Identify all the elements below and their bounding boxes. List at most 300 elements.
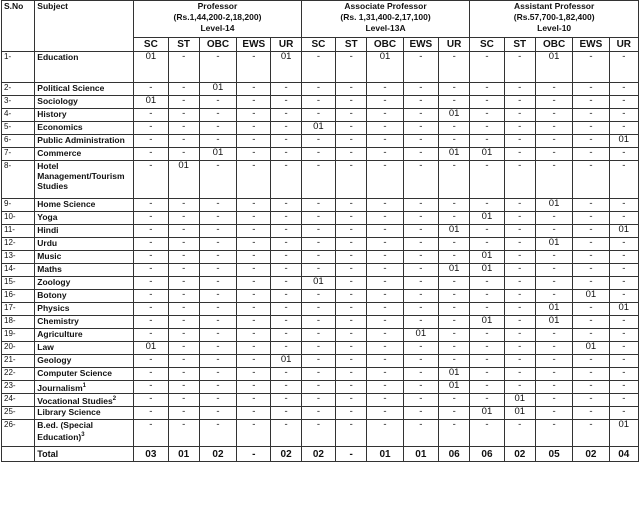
vacancy-cell: - bbox=[535, 148, 572, 161]
vacancy-cell: - bbox=[573, 316, 609, 329]
vacancy-cell: - bbox=[199, 394, 236, 407]
subject-name bbox=[35, 290, 134, 303]
vacancy-cell: - bbox=[134, 251, 168, 264]
vacancy-cell: - bbox=[403, 96, 438, 109]
vacancy-cell: 01 bbox=[573, 342, 609, 355]
vacancy-cell: - bbox=[301, 368, 335, 381]
vacancy-cell: - bbox=[535, 381, 572, 394]
vacancy-cell: - bbox=[336, 96, 367, 109]
vacancy-cell: - bbox=[535, 83, 572, 96]
vacancy-cell: - bbox=[199, 161, 236, 199]
vacancy-cell: - bbox=[535, 290, 572, 303]
table-row bbox=[2, 83, 639, 96]
subject-name bbox=[35, 161, 134, 199]
subject-label: Music bbox=[37, 251, 62, 261]
subject-label: Zoology bbox=[37, 277, 71, 287]
vacancy-cell: - bbox=[336, 407, 367, 420]
vacancy-cell: - bbox=[573, 264, 609, 277]
serial-number: 2- bbox=[2, 83, 35, 96]
vacancy-cell: - bbox=[336, 148, 367, 161]
subject-name bbox=[35, 303, 134, 316]
table-row bbox=[2, 52, 639, 83]
vacancy-cell: - bbox=[403, 407, 438, 420]
vacancy-cell: - bbox=[336, 394, 367, 407]
subject-name bbox=[35, 109, 134, 122]
vacancy-cell: - bbox=[271, 303, 301, 316]
subject-name bbox=[35, 212, 134, 225]
vacancy-cell: - bbox=[271, 264, 301, 277]
vacancy-cell: - bbox=[573, 303, 609, 316]
vacancy-cell: 01 bbox=[168, 161, 199, 199]
serial-number: 6- bbox=[2, 135, 35, 148]
category-header: UR bbox=[609, 38, 638, 52]
vacancy-cell: - bbox=[237, 329, 271, 342]
group-scale: (Rs. 1,31,400-2,17,100) bbox=[340, 12, 431, 22]
vacancy-cell: - bbox=[439, 316, 470, 329]
vacancy-cell: - bbox=[470, 303, 504, 316]
table-row bbox=[2, 109, 639, 122]
serial-number: 8- bbox=[2, 161, 35, 199]
vacancy-cell: - bbox=[367, 264, 403, 277]
vacancy-cell: - bbox=[199, 290, 236, 303]
subject-name bbox=[35, 52, 134, 83]
vacancy-cell: - bbox=[168, 407, 199, 420]
total-cell: 01 bbox=[403, 447, 438, 462]
vacancy-cell: - bbox=[237, 52, 271, 83]
vacancy-cell: - bbox=[168, 251, 199, 264]
vacancy-cell: 01 bbox=[609, 303, 638, 316]
vacancy-cell: 01 bbox=[271, 355, 301, 368]
vacancy-cell: - bbox=[336, 161, 367, 199]
serial-number: 4- bbox=[2, 109, 35, 122]
total-cell: - bbox=[336, 447, 367, 462]
vacancy-cell: - bbox=[134, 109, 168, 122]
vacancy-cell: - bbox=[535, 96, 572, 109]
vacancy-cell: - bbox=[134, 135, 168, 148]
vacancy-cell: - bbox=[609, 199, 638, 212]
vacancy-cell: - bbox=[439, 52, 470, 83]
total-cell: 04 bbox=[609, 447, 638, 462]
total-cell: 02 bbox=[271, 447, 301, 462]
vacancy-cell: - bbox=[199, 212, 236, 225]
vacancy-cell: - bbox=[301, 52, 335, 83]
vacancy-cell: - bbox=[367, 212, 403, 225]
vacancy-cell: - bbox=[301, 238, 335, 251]
sno-header: S.No bbox=[2, 1, 35, 52]
vacancy-cell: - bbox=[367, 109, 403, 122]
vacancy-cell: 01 bbox=[271, 52, 301, 83]
vacancy-cell: - bbox=[367, 96, 403, 109]
vacancy-cell: - bbox=[609, 122, 638, 135]
associate-professor-header bbox=[301, 1, 470, 38]
table-row bbox=[2, 277, 639, 290]
vacancy-cell: - bbox=[535, 122, 572, 135]
vacancy-cell: - bbox=[439, 212, 470, 225]
vacancy-cell: 01 bbox=[439, 264, 470, 277]
vacancy-cell: - bbox=[237, 109, 271, 122]
table-row bbox=[2, 381, 639, 394]
vacancy-cell: 01 bbox=[470, 264, 504, 277]
vacancy-cell: 01 bbox=[301, 122, 335, 135]
vacancy-cell: - bbox=[403, 52, 438, 83]
vacancy-cell: - bbox=[470, 199, 504, 212]
vacancy-cell: - bbox=[134, 122, 168, 135]
total-cell: 01 bbox=[367, 447, 403, 462]
vacancy-cell: - bbox=[609, 290, 638, 303]
vacancy-cell: 01 bbox=[535, 316, 572, 329]
serial-number: 5- bbox=[2, 122, 35, 135]
vacancy-cell: - bbox=[504, 52, 535, 83]
footnote-marker: 3 bbox=[81, 432, 85, 438]
vacancy-cell: - bbox=[237, 420, 271, 447]
serial-number: 7- bbox=[2, 148, 35, 161]
vacancy-cell: - bbox=[439, 290, 470, 303]
vacancy-cell: - bbox=[134, 316, 168, 329]
vacancy-cell: - bbox=[470, 329, 504, 342]
subject-label: Commerce bbox=[37, 148, 82, 158]
vacancy-cell: - bbox=[168, 96, 199, 109]
table-row bbox=[2, 251, 639, 264]
vacancy-cell: - bbox=[609, 83, 638, 96]
vacancy-cell: - bbox=[504, 161, 535, 199]
vacancy-cell: - bbox=[504, 199, 535, 212]
vacancy-cell: - bbox=[403, 420, 438, 447]
vacancy-cell: - bbox=[504, 135, 535, 148]
table-row bbox=[2, 303, 639, 316]
vacancy-cell: - bbox=[504, 96, 535, 109]
vacancy-cell: - bbox=[439, 303, 470, 316]
vacancy-cell: - bbox=[168, 212, 199, 225]
vacancy-cell: - bbox=[199, 96, 236, 109]
vacancy-cell: - bbox=[199, 368, 236, 381]
vacancy-cell: 01 bbox=[301, 277, 335, 290]
vacancy-cell: - bbox=[439, 161, 470, 199]
vacancy-cell: - bbox=[573, 161, 609, 199]
vacancy-cell: - bbox=[199, 251, 236, 264]
category-header: EWS bbox=[573, 38, 609, 52]
vacancy-cell: - bbox=[439, 277, 470, 290]
vacancy-cell: - bbox=[168, 303, 199, 316]
vacancy-cell: - bbox=[403, 342, 438, 355]
vacancy-cell: - bbox=[403, 122, 438, 135]
vacancy-cell: - bbox=[199, 381, 236, 394]
subject-name bbox=[35, 368, 134, 381]
vacancy-cell: - bbox=[573, 368, 609, 381]
vacancy-cell: - bbox=[237, 381, 271, 394]
vacancy-cell: - bbox=[609, 277, 638, 290]
vacancy-cell: - bbox=[301, 251, 335, 264]
vacancy-cell: - bbox=[271, 290, 301, 303]
vacancy-cell: - bbox=[199, 277, 236, 290]
vacancy-cell: - bbox=[367, 135, 403, 148]
vacancy-cell: - bbox=[168, 83, 199, 96]
footnote-marker: 2 bbox=[112, 396, 117, 402]
vacancy-cell: - bbox=[199, 135, 236, 148]
vacancy-cell: - bbox=[168, 355, 199, 368]
vacancy-cell: - bbox=[301, 420, 335, 447]
vacancy-cell: - bbox=[403, 251, 438, 264]
table-row bbox=[2, 135, 639, 148]
vacancy-cell: - bbox=[271, 407, 301, 420]
vacancy-cell: - bbox=[237, 122, 271, 135]
vacancy-cell: - bbox=[271, 238, 301, 251]
vacancy-cell: - bbox=[535, 225, 572, 238]
subject-name bbox=[35, 381, 134, 394]
vacancy-cell: 01 bbox=[439, 225, 470, 238]
vacancy-cell: - bbox=[470, 109, 504, 122]
vacancy-cell: - bbox=[237, 83, 271, 96]
vacancy-cell: - bbox=[439, 407, 470, 420]
vacancy-cell: - bbox=[535, 135, 572, 148]
vacancy-cell: - bbox=[504, 83, 535, 96]
vacancy-cell: - bbox=[271, 368, 301, 381]
vacancy-cell: - bbox=[336, 316, 367, 329]
vacancy-cell: - bbox=[237, 225, 271, 238]
vacancy-cell: - bbox=[403, 238, 438, 251]
vacancy-cell: - bbox=[271, 199, 301, 212]
vacancy-cell: - bbox=[609, 264, 638, 277]
subject-label: Botony bbox=[37, 290, 67, 300]
vacancy-cell: 01 bbox=[573, 290, 609, 303]
vacancy-cell: - bbox=[573, 407, 609, 420]
vacancy-cell: 01 bbox=[439, 381, 470, 394]
vacancy-cell: - bbox=[367, 407, 403, 420]
professor-header bbox=[134, 1, 302, 38]
vacancy-cell: - bbox=[403, 277, 438, 290]
vacancy-cell: - bbox=[573, 109, 609, 122]
vacancy-cell: - bbox=[439, 96, 470, 109]
vacancy-cell: - bbox=[134, 394, 168, 407]
subject-label: Journalism bbox=[37, 382, 83, 393]
vacancy-cell: - bbox=[573, 329, 609, 342]
subject-label: Chemistry bbox=[37, 316, 79, 326]
vacancy-cell: 01 bbox=[470, 212, 504, 225]
serial-number: 9- bbox=[2, 199, 35, 212]
vacancy-cell: - bbox=[271, 394, 301, 407]
vacancy-cell: - bbox=[199, 225, 236, 238]
vacancy-cell: - bbox=[237, 342, 271, 355]
vacancy-cell: - bbox=[336, 329, 367, 342]
vacancy-cell: - bbox=[237, 290, 271, 303]
vacancy-cell: 01 bbox=[504, 407, 535, 420]
vacancy-cell: - bbox=[301, 148, 335, 161]
subject-label: Education bbox=[37, 52, 79, 62]
table-row bbox=[2, 122, 639, 135]
vacancy-cell: - bbox=[367, 316, 403, 329]
vacancy-cell: - bbox=[403, 264, 438, 277]
subject-name bbox=[35, 83, 134, 96]
vacancy-cell: - bbox=[504, 420, 535, 447]
vacancy-cell: - bbox=[301, 212, 335, 225]
vacancy-cell: - bbox=[573, 355, 609, 368]
vacancy-cell: - bbox=[609, 316, 638, 329]
vacancy-cell: 01 bbox=[199, 148, 236, 161]
vacancy-cell: - bbox=[504, 238, 535, 251]
vacancy-cell: - bbox=[271, 420, 301, 447]
vacancy-cell: - bbox=[336, 122, 367, 135]
vacancy-cell: - bbox=[439, 355, 470, 368]
vacancy-cell: - bbox=[336, 277, 367, 290]
serial-number: 19- bbox=[2, 329, 35, 342]
vacancy-cell: - bbox=[237, 212, 271, 225]
vacancy-cell: - bbox=[168, 52, 199, 83]
vacancy-cell: - bbox=[609, 161, 638, 199]
subject-label: Economics bbox=[37, 122, 83, 132]
vacancy-cell: - bbox=[199, 264, 236, 277]
vacancy-cell: - bbox=[367, 277, 403, 290]
category-header: ST bbox=[336, 38, 367, 52]
group-title: Associate Professor bbox=[344, 1, 427, 11]
subject-header: Subject bbox=[35, 1, 134, 52]
serial-number: 26- bbox=[2, 420, 35, 447]
vacancy-cell: 01 bbox=[470, 148, 504, 161]
vacancy-cell: - bbox=[199, 342, 236, 355]
vacancy-cell: - bbox=[134, 329, 168, 342]
vacancy-cell: - bbox=[134, 290, 168, 303]
vacancy-cell: 01 bbox=[367, 52, 403, 83]
vacancy-cell: - bbox=[168, 329, 199, 342]
vacancy-cell: - bbox=[271, 135, 301, 148]
vacancy-cell: - bbox=[439, 420, 470, 447]
vacancy-cell: 01 bbox=[535, 52, 572, 83]
vacancy-cell: - bbox=[271, 381, 301, 394]
vacancy-cell: - bbox=[134, 83, 168, 96]
vacancy-cell: - bbox=[134, 381, 168, 394]
category-header: OBC bbox=[367, 38, 403, 52]
subject-label: Public Administration bbox=[37, 135, 125, 145]
serial-number: 17- bbox=[2, 303, 35, 316]
vacancy-cell: - bbox=[504, 122, 535, 135]
total-cell: 02 bbox=[573, 447, 609, 462]
group-level: Level-13A bbox=[365, 23, 406, 33]
serial-number: 25- bbox=[2, 407, 35, 420]
vacancy-cell: - bbox=[168, 264, 199, 277]
vacancy-cell: - bbox=[134, 303, 168, 316]
table-row bbox=[2, 420, 639, 447]
vacancy-cell: - bbox=[199, 52, 236, 83]
group-title: Professor bbox=[197, 1, 238, 11]
vacancy-cell: - bbox=[573, 238, 609, 251]
vacancy-cell: - bbox=[367, 329, 403, 342]
vacancy-cell: - bbox=[439, 251, 470, 264]
vacancy-cell: 01 bbox=[439, 148, 470, 161]
subject-name bbox=[35, 420, 134, 447]
vacancy-cell: 01 bbox=[470, 251, 504, 264]
vacancy-cell: - bbox=[168, 109, 199, 122]
vacancy-cell: - bbox=[573, 148, 609, 161]
vacancy-cell: - bbox=[367, 122, 403, 135]
vacancy-cell: - bbox=[470, 368, 504, 381]
subject-name bbox=[35, 148, 134, 161]
subject-name bbox=[35, 329, 134, 342]
vacancy-cell: - bbox=[573, 420, 609, 447]
vacancy-cell: 01 bbox=[439, 109, 470, 122]
vacancy-cell: - bbox=[504, 316, 535, 329]
table-row bbox=[2, 342, 639, 355]
vacancy-cell: - bbox=[199, 122, 236, 135]
vacancy-cell: - bbox=[199, 109, 236, 122]
table-row bbox=[2, 148, 639, 161]
assistant-professor-header bbox=[470, 1, 639, 38]
vacancy-cell: - bbox=[609, 394, 638, 407]
vacancy-cell: - bbox=[134, 368, 168, 381]
vacancy-cell: - bbox=[470, 381, 504, 394]
vacancy-cell: 01 bbox=[439, 368, 470, 381]
serial-number: 13- bbox=[2, 251, 35, 264]
vacancy-cell: - bbox=[535, 394, 572, 407]
vacancy-cell: - bbox=[573, 96, 609, 109]
category-header: SC bbox=[470, 38, 504, 52]
footnote-marker: 1 bbox=[82, 383, 86, 389]
serial-number: 15- bbox=[2, 277, 35, 290]
vacancy-cell: - bbox=[504, 225, 535, 238]
category-header: EWS bbox=[403, 38, 438, 52]
vacancy-cell: - bbox=[301, 135, 335, 148]
vacancy-cell: - bbox=[336, 251, 367, 264]
subject-label: Hindi bbox=[37, 225, 59, 235]
vacancy-cell: - bbox=[367, 251, 403, 264]
vacancy-cell: - bbox=[439, 394, 470, 407]
table-row bbox=[2, 290, 639, 303]
total-cell: 05 bbox=[535, 447, 572, 462]
vacancy-cell: - bbox=[535, 212, 572, 225]
vacancy-cell: - bbox=[367, 161, 403, 199]
serial-number: 18- bbox=[2, 316, 35, 329]
subject-label: Urdu bbox=[37, 238, 58, 248]
vacancy-cell: - bbox=[403, 394, 438, 407]
vacancy-cell: - bbox=[134, 407, 168, 420]
vacancy-cell: - bbox=[470, 135, 504, 148]
vacancy-cell: - bbox=[609, 52, 638, 83]
vacancy-cell: - bbox=[168, 148, 199, 161]
vacancy-cell: - bbox=[439, 199, 470, 212]
vacancy-cell: - bbox=[271, 342, 301, 355]
vacancy-cell: - bbox=[336, 212, 367, 225]
vacancy-cell: - bbox=[301, 407, 335, 420]
vacancy-cell: 01 bbox=[134, 52, 168, 83]
serial-number: 10- bbox=[2, 212, 35, 225]
vacancy-cell: - bbox=[134, 199, 168, 212]
vacancy-cell: - bbox=[271, 96, 301, 109]
subject-name bbox=[35, 316, 134, 329]
vacancy-cell: - bbox=[367, 342, 403, 355]
table-row bbox=[2, 199, 639, 212]
vacancy-cell: - bbox=[504, 381, 535, 394]
table-row bbox=[2, 212, 639, 225]
vacancy-cell: - bbox=[403, 290, 438, 303]
subject-label: Vocational Studies bbox=[37, 395, 113, 406]
vacancy-cell: - bbox=[535, 420, 572, 447]
vacancy-cell: - bbox=[168, 135, 199, 148]
category-header: EWS bbox=[237, 38, 271, 52]
table-row bbox=[2, 394, 639, 407]
vacancy-cell: - bbox=[403, 83, 438, 96]
vacancy-cell: - bbox=[168, 238, 199, 251]
vacancy-cell: 01 bbox=[535, 303, 572, 316]
subject-name bbox=[35, 225, 134, 238]
vacancy-cell: - bbox=[199, 420, 236, 447]
vacancy-cell: - bbox=[134, 277, 168, 290]
vacancy-cell: - bbox=[237, 277, 271, 290]
vacancy-cell: 01 bbox=[134, 342, 168, 355]
vacancy-cell: - bbox=[470, 238, 504, 251]
serial-number: 11- bbox=[2, 225, 35, 238]
vacancy-cell: - bbox=[168, 381, 199, 394]
subject-label: Geology bbox=[37, 355, 72, 365]
vacancy-cell: - bbox=[504, 355, 535, 368]
table-row bbox=[2, 329, 639, 342]
category-header: UR bbox=[271, 38, 301, 52]
